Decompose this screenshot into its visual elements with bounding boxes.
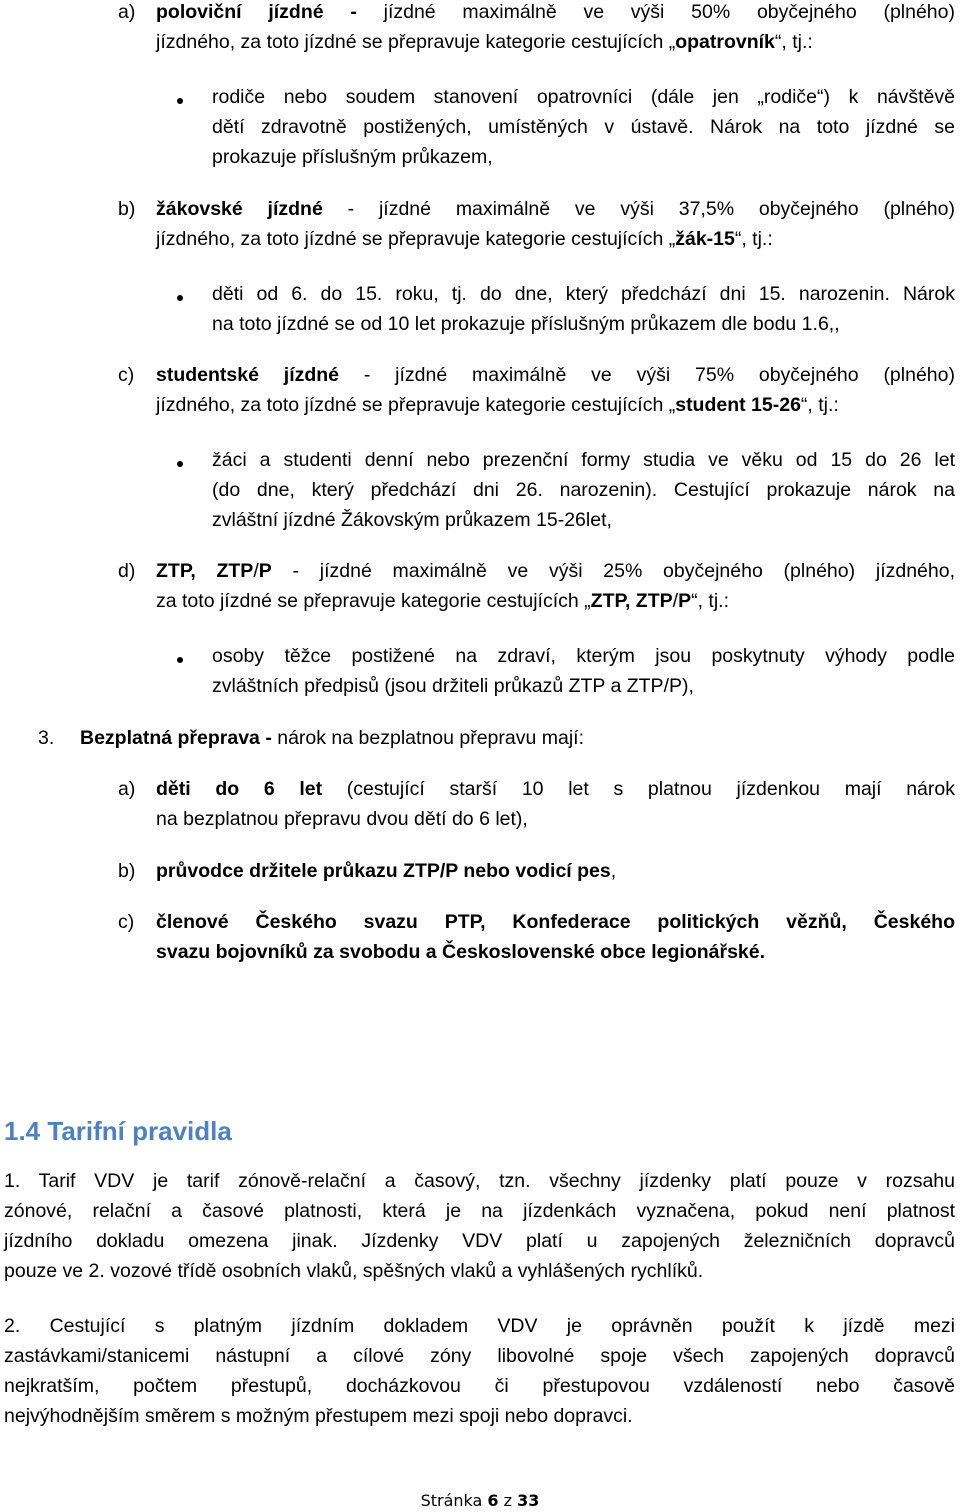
- current-page: 6: [487, 1491, 499, 1510]
- bullet-guardians: rodiče nebo soudem stanovení opatrovníci (dále jen „rodiče“) k návštěvě dětí zdravotně postižených, umístěných v ústavě. Nárok na toto jízdné se prokazuje příslušným průkazem,: [212, 86, 955, 168]
- total-pages: 33: [517, 1491, 540, 1510]
- ztp-fare-title: ZTP, ZTP: [156, 560, 254, 582]
- list-label-b: b): [118, 198, 136, 220]
- pupil-fare-title: žákovské jízdné: [156, 198, 323, 220]
- bullet-students: žáci a studenti denní nebo prezenční formy studia ve věku od 15 do 26 let (do dne, který předchází dni 26. narozenin). Cestující prokazuje nárok na zvláštní jízdné Žákovským průkazem 15-26let,: [212, 449, 955, 531]
- bullet-disabled: osoby těžce postižené na zdraví, kterým jsou poskytnuty výhody podle zvláštních předpisů (jsou držiteli průkazů ZTP a ZTP/P),: [212, 645, 955, 697]
- list-label-c: c): [118, 911, 135, 933]
- free-transport-title: Bezplatná přeprava -: [80, 727, 272, 749]
- list-label-c: c): [118, 364, 135, 386]
- item-companion: průvodce držitele průkazu ZTP/P nebo vodicí pes,: [156, 860, 617, 882]
- list-label-a: a): [118, 1, 136, 23]
- item-ztp-fare: ZTP, ZTP/P - jízdné maximálně ve výši 25% obyčejného (plného) jízdného, za toto jízdné se přepravuje kategorie cestujících „ZTP, ZTP/P“, tj.:: [156, 560, 955, 612]
- item-student-fare: studentské jízdné - jízdné maximálně ve výši 75% obyčejného (plného) jízdného, za toto jízdné se přepravuje kategorie cestujících „student 15-26“, tj.:: [156, 364, 955, 416]
- bullet-icon: [177, 461, 183, 467]
- section-heading: 1.4 Tarifní pravidla: [4, 1116, 232, 1146]
- list-label-a: a): [118, 778, 136, 800]
- item-pupil-fare: žákovské jízdné - jízdné maximálně ve výši 37,5% obyčejného (plného) jízdného, za toto jízdné se přepravuje kategorie cestujících „žák-15“, tj.:: [156, 198, 955, 250]
- list-label-b: b): [118, 860, 136, 882]
- item-free-transport: Bezplatná přeprava - nárok na bezplatnou přepravu mají:: [80, 727, 585, 749]
- paragraph-tariff: 1. Tarif VDV je tarif zónově-relační a časový, tzn. všechny jízdenky platí pouze v rozsahu zónové, relační a časové platnosti, která je na jízdenkách vyznačena, pokud není platnost jízdního dokladu omezena jinak. Jízdenky VDV platí u zapojených železničních dopravců pouze ve 2. vozové třídě osobních vlaků, spěšných vlaků a vyhlášených rychlíků.: [4, 1170, 955, 1282]
- item-children-under-6: děti do 6 let (cestující starší 10 let s platnou jízdenkou mají nárok na bezplatnou přepravu dvou dětí do 6 let),: [156, 778, 955, 830]
- bullet-icon: [177, 295, 183, 301]
- student-fare-title: studentské jízdné: [156, 364, 340, 386]
- bullet-icon: [177, 98, 183, 104]
- bullet-children: děti od 6. do 15. roku, tj. do dne, který předchází dni 15. narozenin. Nárok na toto jízdné se od 10 let prokazuje příslušným průkazem dle bodu 1.6,,: [212, 283, 955, 335]
- item-half-fare: poloviční jízdné - jízdné maximálně ve výši 50% obyčejného (plného) jízdného, za toto jízdné se přepravuje kategorie cestujících „opatrovník“, tj.:: [156, 1, 955, 53]
- bullet-icon: [177, 657, 183, 663]
- page-footer: Stránka 6 z 33: [420, 1491, 540, 1510]
- list-number-3: 3.: [38, 727, 55, 749]
- item-organizations: členové Českého svazu PTP, Konfederace politických vězňů, Českého svazu bojovníků za svobodu a Československé obce legionářské.: [156, 911, 955, 963]
- list-label-d: d): [118, 560, 136, 582]
- half-fare-title: poloviční jízdné -: [156, 1, 357, 23]
- paragraph-travel-rights: 2. Cestující s platným jízdním dokladem VDV je oprávněn použít k jízdě mezi zastávkami/stanicemi nástupní a cílové zóny libovolné spoje všech zapojených dopravců nejkratším, počtem přestupů, docházkovou či přestupovou vzdáleností nebo časově nejvýhodnějším směrem s možným přestupem mezi spoji nebo dopravci.: [4, 1315, 955, 1427]
